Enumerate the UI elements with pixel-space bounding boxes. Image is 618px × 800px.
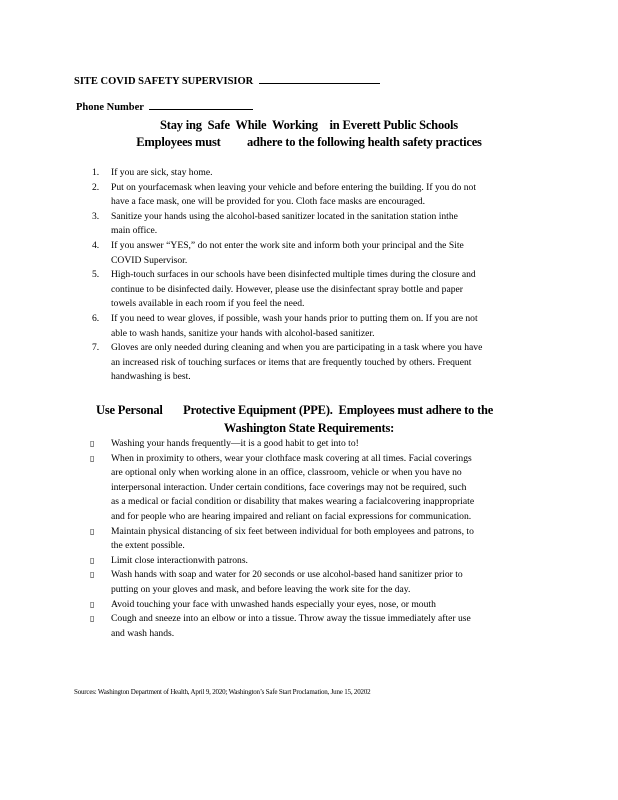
practice-number: 6. — [92, 312, 100, 324]
practice-item — [92, 268, 558, 312]
practice-text: If you answer “YES,” do not enter the work site and inform both your principal and the Site — [111, 239, 464, 251]
requirements-list — [90, 437, 558, 641]
bullet-icon: ▯ — [90, 526, 95, 536]
practice-number: 5. — [92, 269, 100, 281]
practice-text: able to wash hands, sanitize your hands with alcohol-based sanitizer. — [111, 327, 375, 339]
requirement-text: When in proximity to others, wear your clothface mask covering at all times. Facial coverings — [111, 452, 472, 464]
requirement-item — [90, 437, 558, 452]
requirement-text: Avoid touching your face with unwashed hands especially your eyes, nose, or mouth — [111, 598, 436, 610]
bullet-icon: ▯ — [90, 453, 95, 463]
requirement-text: and wash hands. — [111, 627, 175, 639]
supervisor-label: SITE COVID SAFETY SUPERVISIOR — [74, 76, 254, 87]
requirement-text: putting on your gloves and mask, and before leaving the work site for the day. — [111, 583, 411, 595]
requirement-item — [90, 598, 558, 613]
practice-text: continue to be disinfected daily. However, please use the disinfectant spray bottle and paper — [111, 283, 463, 295]
supervisor-blank[interactable] — [259, 74, 380, 84]
practice-number: 3. — [92, 210, 100, 222]
practice-item — [92, 312, 558, 341]
requirement-text: interpersonal interaction. Under certain conditions, face coverings may not be required, such — [111, 481, 467, 493]
practice-text: have a face mask, one will be provided for you. Cloth face masks are encouraged. — [111, 196, 426, 208]
practice-number: 1. — [92, 167, 100, 178]
requirement-text: Limit close interactionwith patrons. — [111, 554, 248, 566]
bullet-icon: ▯ — [90, 555, 95, 565]
practice-item — [92, 341, 558, 385]
requirement-item — [90, 612, 558, 641]
bullet-icon: ▯ — [90, 614, 95, 624]
requirement-text: Wash hands with soap and water for 20 seconds or use alcohol-based hand sanitizer prior to — [111, 569, 463, 581]
practice-text: main office. — [111, 225, 158, 237]
practice-text: handwashing is best. — [111, 371, 191, 383]
requirement-item — [90, 525, 558, 554]
phone-label: Phone Number — [76, 102, 144, 113]
bullet-icon: ▯ — [90, 439, 95, 448]
practice-item — [92, 239, 558, 268]
bullet-icon: ▯ — [90, 599, 95, 609]
phone-field — [76, 100, 253, 113]
practice-number: 4. — [92, 239, 100, 251]
practice-number: 7. — [92, 342, 100, 354]
sources-footnote: Sources: Washington Department of Health, April 9, 2020; Washington’s Safe Start Proclamation, June 15, 20202 — [74, 688, 371, 696]
requirement-text: as a medical or facial condition or disability that makes wearing a facialcovering inappropriate — [111, 496, 475, 508]
requirement-item — [90, 452, 558, 525]
practice-number: 2. — [92, 181, 100, 193]
practice-text: Sanitize your hands using the alcohol-based sanitizer located in the sanitation station inthe — [111, 210, 458, 222]
requirement-text: the extent possible. — [111, 540, 185, 552]
requirement-item — [90, 554, 558, 569]
practice-item — [92, 166, 558, 181]
practices-list — [92, 166, 558, 385]
requirement-text: are optional only when working alone in an office, classroom, vehicle or when you have no — [111, 467, 462, 479]
requirement-text: and for people who are hearing impaired and reliant on facial expressions for communication. — [111, 510, 472, 522]
practice-text: Put on yourfacemask when leaving your vehicle and before entering the building. If you do not — [111, 181, 476, 193]
requirement-text: Washing your hands frequently—it is a good habit to get into to! — [111, 438, 359, 449]
title-line-2: Employees must adhere to the following health safety practices — [136, 135, 482, 149]
practice-text: COVID Supervisor. — [111, 254, 188, 266]
ppe-heading-line-2: Washington State Requirements: — [223, 421, 395, 435]
practice-text: If you need to wear gloves, if possible, wash your hands prior to putting them on. If you are not — [111, 312, 478, 324]
practice-item — [92, 210, 558, 239]
practice-text: Gloves are only needed during cleaning and when you are participating in a task where you have — [111, 342, 483, 354]
ppe-heading-line-1: Use Personal Protective Equipment (PPE). Employees must adhere to the — [96, 403, 494, 417]
practice-text: High-touch surfaces in our schools have been disinfected multiple times during the closure and — [111, 269, 476, 281]
requirement-text: Cough and sneeze into an elbow or into a tissue. Throw away the tissue immediately after use — [111, 613, 471, 625]
practice-item — [92, 181, 558, 210]
practice-text: towels available in each room if you feel the need. — [111, 298, 305, 310]
bullet-icon: ▯ — [90, 570, 95, 580]
supervisor-field — [74, 74, 380, 87]
title-line-1: Stay ing Safe While Working in Everett Public Schools — [160, 118, 458, 132]
requirement-text: Maintain physical distancing of six feet between individual for both employees and patrons, to — [111, 525, 474, 537]
practice-text: an increased risk of touching surfaces or items that are frequently touched by others. Frequent — [111, 356, 472, 368]
phone-blank[interactable] — [149, 100, 253, 110]
practice-text: If you are sick, stay home. — [111, 167, 213, 178]
requirement-item — [90, 568, 558, 597]
